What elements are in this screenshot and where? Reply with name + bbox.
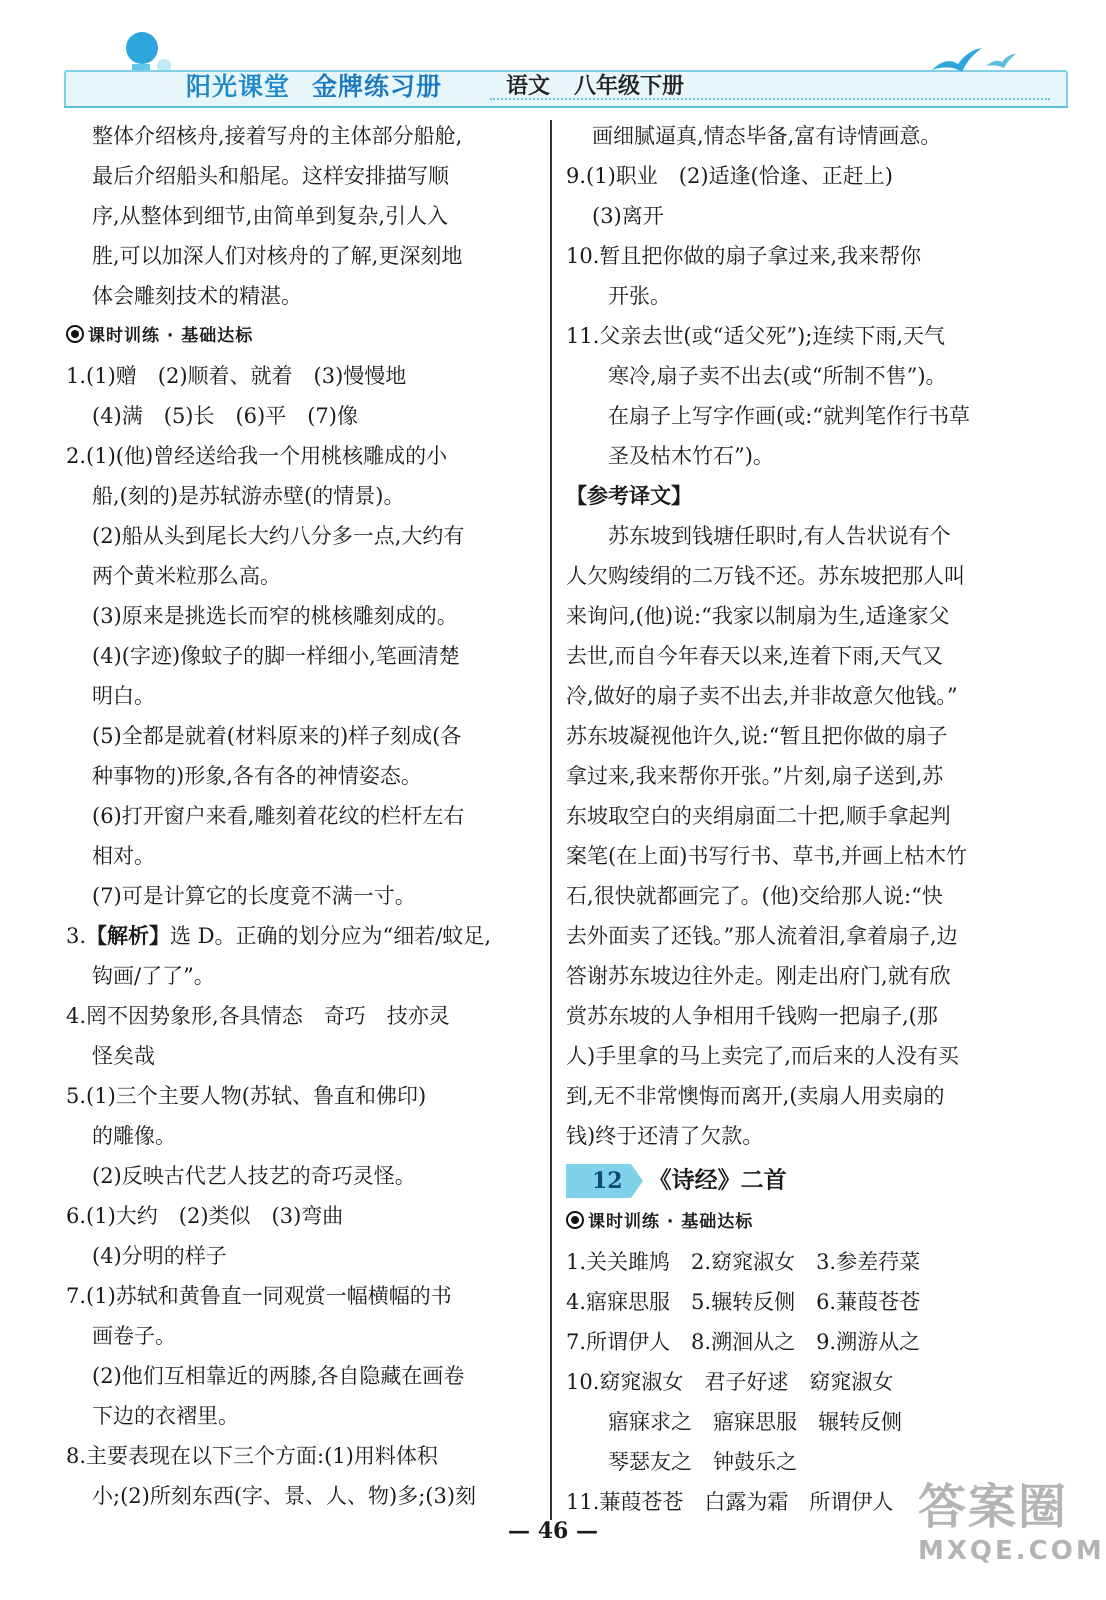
- answer-line: 下边的衣褶里。: [92, 1404, 239, 1428]
- answer-line: 6.(1)大约 (2)类似 (3)弯曲: [66, 1204, 344, 1228]
- grade: 八年级下册: [574, 74, 685, 99]
- answer-line: 怪矣哉: [92, 1044, 155, 1068]
- answer-line: 寒冷,扇子卖不出去(或“所制不售”)。: [608, 364, 947, 388]
- translation-line: 石,很快就都画完了。(他)交给那人说:“快: [566, 884, 943, 908]
- answer-line: 7.所谓伊人 8.溯洄从之 9.溯游从之: [566, 1330, 921, 1354]
- text-line: 最后介绍船头和船尾。这样安排描写顺: [92, 164, 449, 188]
- series-title: [186, 70, 442, 104]
- section-heading-text: 课时训练 · 基础达标: [88, 326, 254, 346]
- watermark: [918, 1478, 1105, 1588]
- answer-line: 画细腻逼真,情态毕备,富有诗情画意。: [592, 124, 942, 148]
- answer-line: 钩画/了了”。: [92, 964, 215, 988]
- answer-line: 11.父亲去世(或“适父死”);连续下雨,天气: [566, 324, 946, 348]
- answer-line: 种事物的)形象,各有各的神情姿态。: [92, 764, 422, 788]
- answer-line: (3)原来是挑选长而窄的桃核雕刻成的。: [92, 604, 458, 628]
- series-name-a: 阳光课堂: [186, 72, 291, 101]
- translation-line: 人)手里拿的马上卖完了,而后来的人没有买: [566, 1044, 959, 1068]
- answer-line: 小;(2)所刻东西(字、景、人、物)多;(3)刻: [92, 1484, 477, 1508]
- answer-line: 4.罔不因势象形,各具情态 奇巧 技亦灵: [66, 1004, 450, 1028]
- answer-line: (2)他们互相靠近的两膝,各自隐藏在画卷: [92, 1364, 465, 1388]
- answer-line: 10.暂且把你做的扇子拿过来,我来帮你: [566, 244, 922, 268]
- answer-line: (3)离开: [592, 204, 664, 228]
- answer-line: 10.窈窕淑女 君子好逑 窈窕淑女: [566, 1370, 894, 1394]
- answer-line: 7.(1)苏轼和黄鲁直一同观赏一幅横幅的书: [66, 1284, 452, 1308]
- unit-number: 12: [566, 1164, 631, 1198]
- answer-line: 明白。: [92, 684, 155, 708]
- answer-line: (2)反映古代艺人技艺的奇巧灵怪。: [92, 1164, 416, 1188]
- section-heading: [66, 316, 540, 356]
- text-line: 序,从整体到细节,由简单到复杂,引人入: [92, 204, 449, 228]
- answer-line: 2.(1)(他)曾经送给我一个用桃核雕成的小: [66, 444, 448, 468]
- translation-line: 来询问,(他)说:“我家以制扇为生,适逢家父: [566, 604, 950, 628]
- answer-line: 4.寤寐思服 5.辗转反侧 6.蒹葭苍苍: [566, 1290, 921, 1314]
- text-line: 整体介绍核舟,接着写舟的主体部分船舱,: [92, 124, 463, 148]
- birds-icon: [928, 44, 1018, 84]
- translation-line: 冷,做好的扇子卖不出去,并非故意欠他钱。”: [566, 684, 958, 708]
- header-rule: [64, 106, 1068, 108]
- answer-line: (6)打开窗户来看,雕刻着花纹的栏杆左右: [92, 804, 465, 828]
- answer-line: 11.蒹葭苍苍 白露为霜 所谓伊人: [566, 1490, 894, 1514]
- translation-line: 到,无不非常懊悔而离开,(卖扇人用卖扇的: [566, 1084, 945, 1108]
- text-line: 体会雕刻技术的精湛。: [92, 284, 302, 308]
- q3-text: 选 D。正确的划分应为“细若/蚊足,: [170, 924, 492, 948]
- text-line: 胜,可以加深人们对核舟的了解,更深刻地: [92, 244, 463, 268]
- answer-line: 9.(1)职业 (2)适逢(恰逢、正赶上): [566, 164, 893, 188]
- unit-title-text: 《诗经》二首: [648, 1166, 787, 1194]
- column-divider: [550, 120, 552, 1520]
- answer-line: [66, 916, 540, 956]
- translation-line: 苏东坡凝视他许久,说:“暂且把你做的扇子: [566, 724, 948, 748]
- translation-line: 答谢苏东坡边往外走。刚走出府门,就有欣: [566, 964, 951, 988]
- translation-line: 去外面卖了还钱。”那人流着泪,拿着扇子,边: [566, 924, 958, 948]
- answer-line: (4)满 (5)长 (6)平 (7)像: [92, 404, 358, 428]
- translation-line: 苏东坡到钱塘任职时,有人告状说有个: [608, 524, 951, 548]
- answer-line: 的雕像。: [92, 1124, 176, 1148]
- answer-line: (5)全都是就着(材料原来的)样子刻成(各: [92, 724, 462, 748]
- translation-line: 拿过来,我来帮你开张。”片刻,扇子送到,苏: [566, 764, 944, 788]
- section-heading: [566, 1202, 1040, 1242]
- answer-line: (2)船从头到尾长大约八分多一点,大约有: [92, 524, 465, 548]
- reference-translation-title: 【参考译文】: [566, 483, 692, 508]
- translation-line: 东坡取空白的夹绢扇面二十把,顺手拿起判: [566, 804, 951, 828]
- bullet-icon: [66, 325, 84, 343]
- left-column: [66, 116, 540, 1516]
- page-number: — 46 —: [508, 1518, 598, 1544]
- analysis-tag: 【解析】: [86, 923, 171, 948]
- answer-line: (4)分明的样子: [92, 1244, 227, 1268]
- answer-line: 1.关关雎鸠 2.窈窕淑女 3.参差荇菜: [566, 1250, 921, 1274]
- answer-line: (7)可是计算它的长度竟不满一寸。: [92, 884, 416, 908]
- translation-line: 赏苏东坡的人争相用千钱购一把扇子,(那: [566, 1004, 938, 1028]
- answer-line: 8.主要表现在以下三个方面:(1)用料体积: [66, 1444, 438, 1468]
- translation-line: 钱)终于还清了欠款。: [566, 1124, 764, 1148]
- watermark-url: MXQE.COM: [918, 1536, 1105, 1566]
- right-column: [566, 116, 1040, 1522]
- answer-line: 1.(1)赠 (2)顺着、就着 (3)慢慢地: [66, 364, 407, 388]
- answer-line: 相对。: [92, 844, 155, 868]
- watermark-title: 答案圈: [918, 1479, 1069, 1535]
- answer-line: 5.(1)三个主要人物(苏轼、鲁直和佛印): [66, 1084, 427, 1108]
- subject: 语文: [506, 74, 551, 99]
- translation-line: 去世,而自今年春天以来,连着下雨,天气又: [566, 644, 944, 668]
- answer-line: 寤寐求之 寤寐思服 辗转反侧: [608, 1410, 902, 1434]
- page-header: [0, 0, 1106, 120]
- series-name-b: 金牌练习册: [312, 72, 443, 101]
- answer-line: 两个黄米粒那么高。: [92, 564, 281, 588]
- answer-line: 圣及枯木竹石”)。: [608, 444, 774, 468]
- answer-line: 琴瑟友之 钟鼓乐之: [608, 1450, 797, 1474]
- translation-line: 案笔(在上面)书写行书、草书,并画上枯木竹: [566, 844, 968, 868]
- translation-line: 人欠购绫绢的二万钱不还。苏东坡把那人叫: [566, 564, 965, 588]
- answer-line: 开张。: [608, 284, 671, 308]
- answer-line: (4)(字迹)像蚊子的脚一样细小,笔画清楚: [92, 644, 460, 668]
- q3-number: 3.: [66, 924, 87, 948]
- chevron-right-icon: [631, 1164, 643, 1198]
- answer-line: 在扇子上写字作画(或:“就判笔作行书草: [608, 404, 971, 428]
- section-heading-text: 课时训练 · 基础达标: [588, 1212, 754, 1232]
- answer-line: 船,(刻的)是苏轼游赤壁(的情景)。: [92, 484, 405, 508]
- header-dotted-line: [490, 98, 1050, 100]
- unit-title: [566, 1158, 1040, 1200]
- answer-line: 画卷子。: [92, 1324, 176, 1348]
- bullet-icon: [566, 1211, 584, 1229]
